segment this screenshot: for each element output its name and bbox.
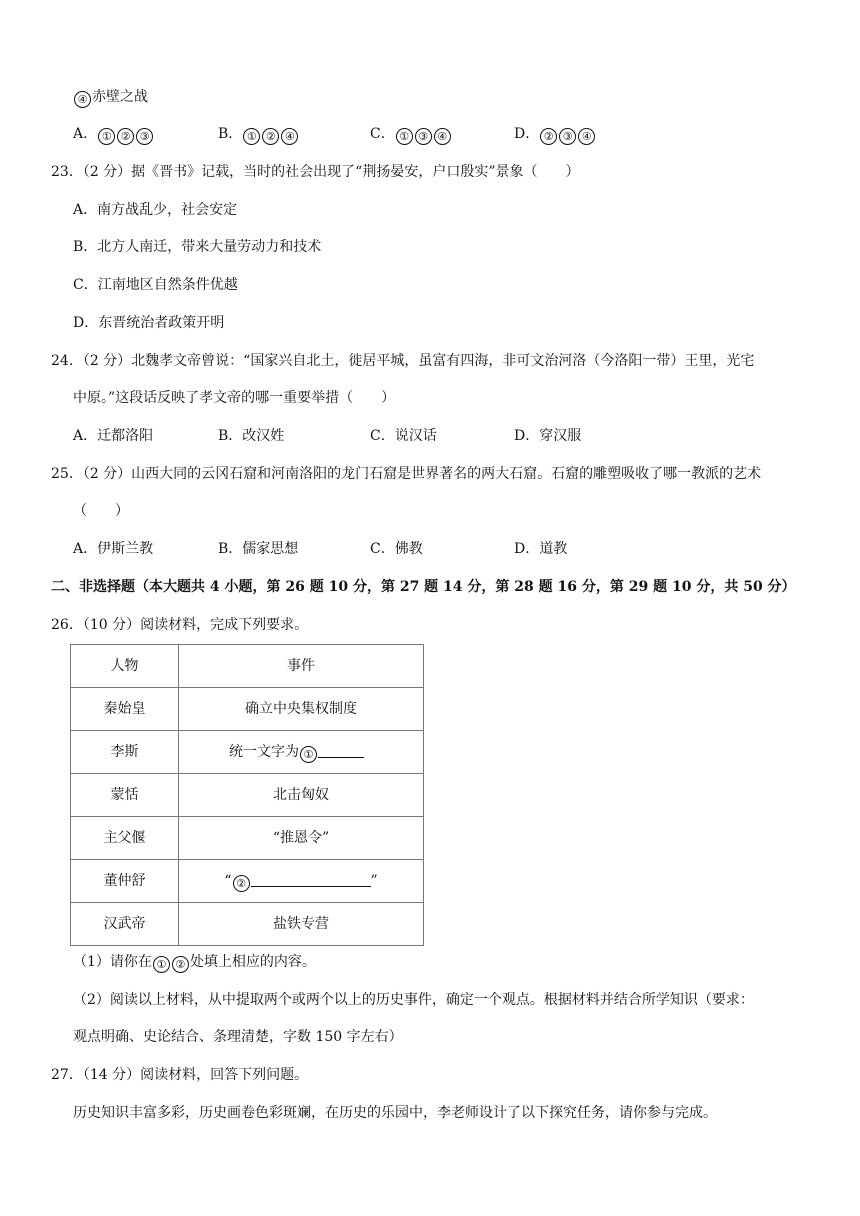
q27-intro: 历史知识丰富多彩，历史画卷色彩斑斓，在历史的乐园中，李老师设计了以下探究任务，请你参与完成。 <box>73 1105 717 1121</box>
table-row <box>71 731 424 774</box>
table-cell-person: 主父偃 <box>71 817 179 860</box>
events-table <box>70 644 424 946</box>
table-cell-person: 李斯 <box>71 731 179 774</box>
table-cell-person: 蒙恬 <box>71 774 179 817</box>
table-cell-event: “ ② ” <box>179 860 424 903</box>
table-header-row <box>71 645 424 688</box>
q24-option-c: C．说汉话 <box>370 428 437 444</box>
table-row <box>71 688 424 731</box>
q25-stem-line2: （ ） <box>73 503 129 519</box>
table-row <box>71 860 424 903</box>
table-cell-event: 确立中央集权制度 <box>179 688 424 731</box>
fill-blank-1 <box>318 743 364 758</box>
q24-option-a: A．迁都洛阳 <box>73 428 154 444</box>
q25-option-c: C．佛教 <box>370 541 423 557</box>
q23-option-d: D．东晋统治者政策开明 <box>73 315 225 331</box>
q25-option-b: B．儒家思想 <box>218 541 299 557</box>
table-header-cell: 事件 <box>179 645 424 688</box>
table-cell-event: “推恩令” <box>179 817 424 860</box>
circled-number: ④ <box>74 91 91 108</box>
q22-option-c: C． ① ③ ④ <box>370 124 452 145</box>
table-row <box>71 817 424 860</box>
section-heading: 二、非选择题（本大题共 4 小题，第 26 题 10 分，第 27 题 14 分，第 28 题 16 分，第 29 题 10 分，共 50 分） <box>51 579 796 595</box>
option-text: 赤壁之战 <box>92 89 148 105</box>
q25-option-d: D．道教 <box>514 541 568 557</box>
fill-blank-2 <box>251 872 371 887</box>
q25-stem-line1: 25．（2 分）山西大同的云冈石窟和河南洛阳的龙门石窟是世界著名的两大石窟。石窟的雕塑吸收了哪一教派的艺术 <box>51 466 762 482</box>
table-row <box>71 903 424 946</box>
table-cell-event: 盐铁专营 <box>179 903 424 946</box>
q24-option-b: B．改汉姓 <box>218 428 285 444</box>
circled-number: ② <box>233 875 250 892</box>
q22-option-b: B． ① ② ④ <box>218 124 299 145</box>
table-cell-person: 汉武帝 <box>71 903 179 946</box>
circled-number: ② <box>172 956 189 973</box>
circled-number: ① <box>300 746 317 763</box>
q25-option-a: A．伊斯兰教 <box>73 541 154 557</box>
q26-sub2-line1: （2）阅读以上材料，从中提取两个或两个以上的历史事件，确定一个观点。根据材料并结合所学知识（要求： <box>73 992 754 1008</box>
q23-option-a: A．南方战乱少，社会安定 <box>73 202 238 218</box>
table-row <box>71 774 424 817</box>
q22-option-d: D． ② ③ ④ <box>514 124 596 145</box>
q24-option-d: D．穿汉服 <box>514 428 582 444</box>
q26-stem: 26．（10 分）阅读材料，完成下列要求。 <box>51 617 309 633</box>
table-cell-person: 董仲舒 <box>71 860 179 903</box>
table-header-cell: 人物 <box>71 645 179 688</box>
option-line-4 <box>73 87 148 108</box>
q27-stem: 27．（14 分）阅读材料，回答下列问题。 <box>51 1067 309 1083</box>
q23-stem: 23．（2 分）据《晋书》记载，当时的社会出现了“荆扬晏安，户口殷实”景象（ ） <box>51 164 580 180</box>
q26-sub2-line2: 观点明确、史论结合、条理清楚，字数 150 字左右） <box>73 1029 403 1045</box>
table-cell-event: 北击匈奴 <box>179 774 424 817</box>
q23-option-b: B．北方人南迁，带来大量劳动力和技术 <box>73 239 322 255</box>
q24-stem-line2: 中原。”这段话反映了孝文帝的哪一重要举措（ ） <box>73 390 396 406</box>
q23-option-c: C．江南地区自然条件优越 <box>73 277 238 293</box>
table-cell-event: 统一文字为 ① <box>179 731 424 774</box>
circled-number: ① <box>153 956 170 973</box>
table-cell-person: 秦始皇 <box>71 688 179 731</box>
q22-option-a: A． ① ② ③ <box>73 124 154 145</box>
q26-sub1: （1）请你在 ① ② 处填上相应的内容。 <box>73 954 316 971</box>
q24-stem-line1: 24．（2 分）北魏孝文帝曾说：“国家兴自北土，徙居平城，虽富有四海，非可文治河洛（今洛阳一带）王里，光宅 <box>51 353 755 369</box>
